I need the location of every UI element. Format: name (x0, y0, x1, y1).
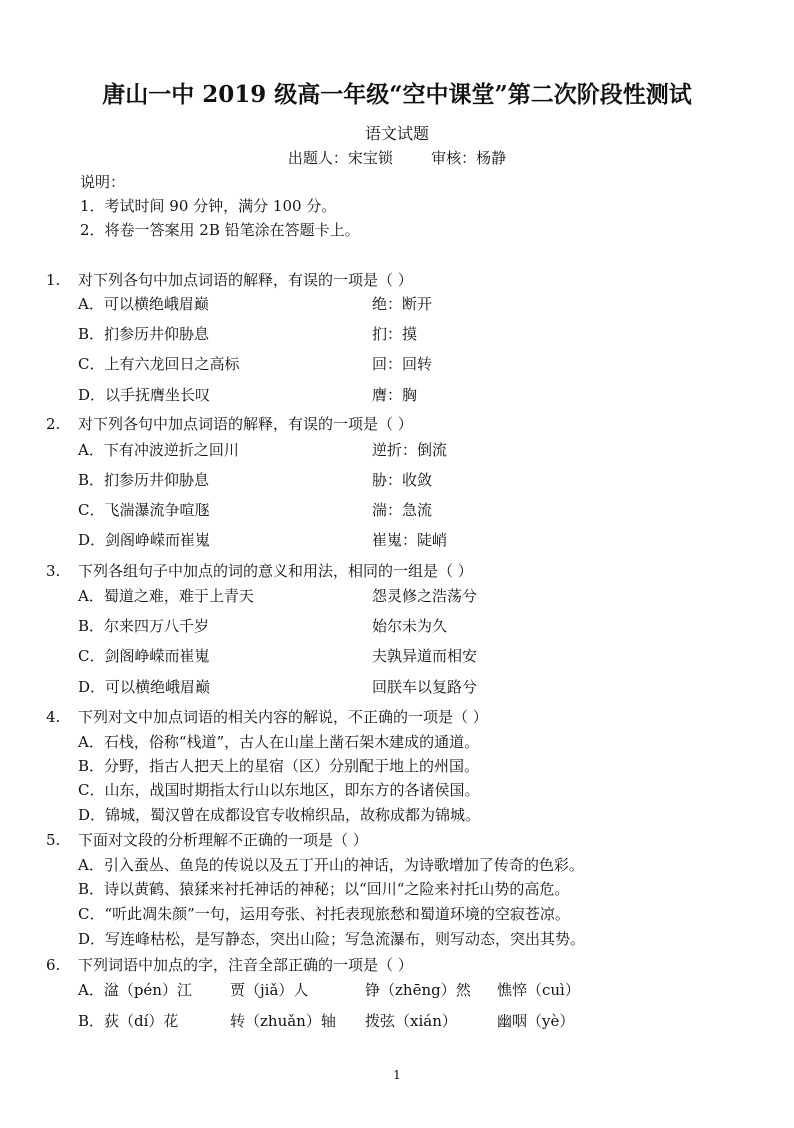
page-number: 1 (393, 1068, 401, 1082)
question-number: 1. (46, 271, 61, 289)
option-left: D．可以横绝峨眉巅 (78, 678, 211, 696)
option-left: D．以手抚膺坐长叹 (78, 386, 211, 404)
option-right: 夫孰异道而相安 (372, 647, 478, 665)
question-number: 3. (46, 562, 61, 580)
pinyin-item: A．湓（pén）江 (78, 981, 192, 999)
option-line: D．锦城，蜀汉曾在成都设官专收棉织品，故称成都为锦城。 (78, 806, 481, 824)
option-right: 湍：急流 (372, 501, 433, 519)
exam-authors: 出题人：宋宝锁 审核：杨静 (287, 149, 507, 167)
option-right: 回朕车以复路兮 (372, 678, 478, 696)
pinyin-item: 拨弦（xián） (365, 1012, 457, 1030)
question-stem: 对下列各句中加点词语的解释，有误的一项是（ ） (78, 271, 413, 289)
question-number: 4. (46, 708, 61, 726)
option-line: A．石栈，俗称“栈道”，古人在山崖上凿石架木建成的通道。 (78, 733, 480, 751)
option-left: A．可以横绝峨眉巅 (78, 295, 209, 313)
option-right: 胁：收敛 (372, 471, 433, 489)
option-line: B．诗以黄鹤、猿猱来衬托神话的神秘；以“回川“之险来衬托山势的高危。 (78, 880, 570, 898)
question-stem: 下列词语中加点的字，注音全部正确的一项是（ ） (78, 956, 413, 974)
question-number: 6. (46, 956, 61, 974)
option-left: C．剑阁峥嵘而崔嵬 (78, 647, 210, 665)
option-line: C．“听此凋朱颜”一句，运用夸张、衬托表现旅愁和蜀道环境的空寂苍凉。 (78, 905, 570, 923)
option-line: A．引入蚕丛、鱼凫的传说以及五丁开山的神话，为诗歌增加了传奇的色彩。 (78, 856, 584, 874)
option-left: A．蜀道之难，难于上青天 (78, 587, 254, 605)
option-right: 绝：断开 (372, 295, 433, 313)
note-item: 2．将卷一答案用 2B 铅笔涂在答题卡上。 (80, 221, 360, 239)
option-line: B．分野，指古人把天上的星宿（区）分别配于地上的州国。 (78, 757, 480, 775)
pinyin-item: 憔悴（cuì） (497, 981, 580, 999)
question-stem: 下列对文中加点词语的相关内容的解说，不正确的一项是（ ） (78, 708, 488, 726)
pinyin-item: 幽咽（yè） (497, 1012, 575, 1030)
pinyin-item: 贾（jiǎ）人 (230, 981, 309, 999)
question-number: 2. (46, 415, 61, 433)
question-stem: 下面对文段的分析理解不正确的一项是（ ） (78, 831, 368, 849)
option-right: 扪：摸 (372, 325, 418, 343)
option-left: A．下有冲波逆折之回川 (78, 441, 239, 459)
question-stem: 对下列各句中加点词语的解释，有误的一项是（ ） (78, 415, 413, 433)
option-left: C．飞湍瀑流争喧豗 (78, 501, 210, 519)
option-line: C．山东，战国时期指太行山以东地区，即东方的各诸侯国。 (78, 781, 480, 799)
notes-label: 说明： (80, 173, 126, 191)
option-left: B．扪参历井仰胁息 (78, 325, 210, 343)
option-line: D．写连峰枯松，是写静态，突出山险；写急流瀑布，则写动态，突出其势。 (78, 930, 586, 948)
option-right: 逆折：倒流 (372, 441, 448, 459)
option-right: 始尔未为久 (372, 617, 448, 635)
question-number: 5. (46, 831, 61, 849)
option-right: 怨灵修之浩荡兮 (372, 587, 478, 605)
option-left: D．剑阁峥嵘而崔嵬 (78, 531, 211, 549)
exam-subtitle: 语文试题 (364, 124, 429, 143)
question-stem: 下列各组句子中加点的词的意义和用法，相同的一组是（ ） (78, 562, 473, 580)
pinyin-item: 铮（zhēng）然 (365, 981, 471, 999)
option-right: 回：回转 (372, 355, 433, 373)
exam-title: 唐山一中 2019 级高一年级“空中课堂”第二次阶段性测试 (102, 81, 692, 108)
option-right: 膺：胸 (372, 386, 418, 404)
option-left: B．尔来四万八千岁 (78, 617, 210, 635)
note-item: 1．考试时间 90 分钟，满分 100 分。 (80, 197, 337, 215)
pinyin-item: 转（zhuǎn）轴 (230, 1012, 336, 1030)
option-left: B．扪参历井仰胁息 (78, 471, 210, 489)
option-right: 崔嵬：陡峭 (372, 531, 448, 549)
pinyin-item: B．荻（dí）花 (78, 1012, 179, 1030)
option-left: C．上有六龙回日之高标 (78, 355, 240, 373)
